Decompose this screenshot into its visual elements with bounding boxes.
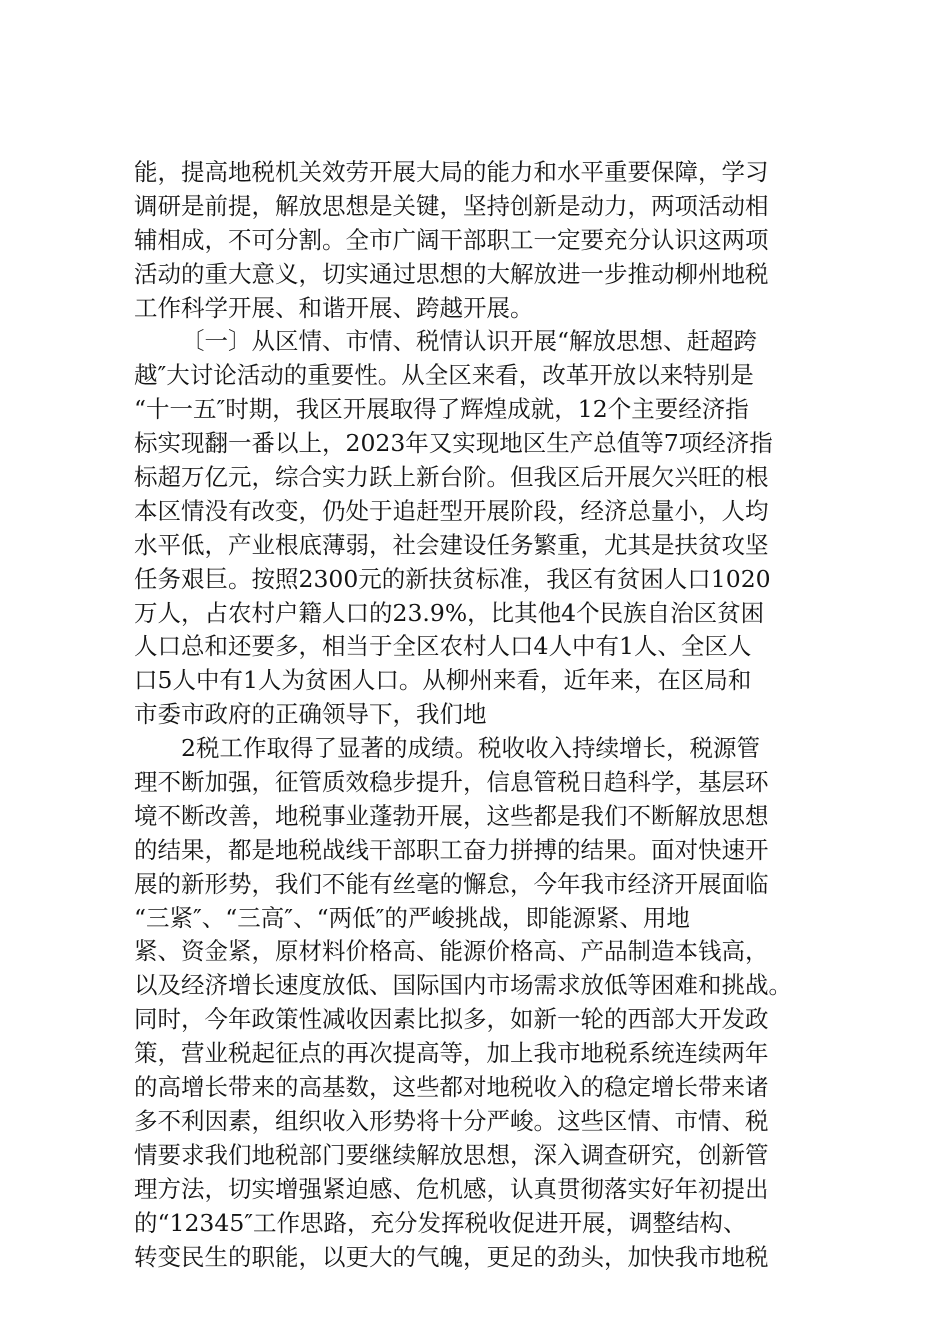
text-line: 能，提高地税机关效劳开展大局的能力和水平重要保障，学习 (134, 158, 769, 186)
text-line: 策，营业税起征点的再次提高等，加上我市地税系统连续两年 (134, 1039, 769, 1068)
text-line: 同时，今年政策性减收因素比拟多，如新一轮的西部大开发政 (134, 1005, 769, 1034)
text-line: 2税工作取得了显著的成绩。税收收入持续增长，税源管 (181, 734, 760, 763)
text-line: “三紧″、“三高″、“两低″的严峻挑战，即能源紧、用地 (134, 903, 690, 932)
text-line: 越″大讨论活动的重要性。从全区来看，改革开放以来特别是 (134, 361, 754, 390)
text-line: 辅相成，不可分割。全市广阔干部职工一定要充分认识这两项 (134, 225, 769, 254)
text-line: 任务艰巨。按照2300元的新扶贫标准，我区有贫困人口1020 (134, 564, 771, 593)
text-line: 紧、资金紧，原材料价格高、能源价格高、产品制造本钱高， (134, 937, 769, 966)
text-line: 调研是前提，解放思想是关键，坚持创新是动力，两项活动相 (134, 191, 769, 220)
text-line: 本区情没有改变，仍处于追赶型开展阶段，经济总量小，人均 (134, 496, 769, 525)
paragraph-1 (134, 156, 834, 325)
text-line: 展的新形势，我们不能有丝毫的懈怠，今年我市经济开展面临 (134, 869, 769, 898)
paragraph-3 (134, 732, 834, 1274)
text-line: 理方法，切实增强紧迫感、危机感，认真贯彻落实好年初提出 (134, 1174, 769, 1203)
text-line: 多不利因素，组织收入形势将十分严峻。这些区情、市情、税 (134, 1106, 769, 1135)
text-line: 市委市政府的正确领导下，我们地 (134, 700, 487, 729)
text-line: 境不断改善，地税事业蓬勃开展，这些都是我们不断解放思想 (134, 801, 769, 830)
text-line: 的“12345″工作思路，充分发挥税收促进开展，调整结构、 (134, 1208, 747, 1237)
text-line: 水平低，产业根底薄弱，社会建设任务繁重，尤其是扶贫攻坚 (134, 530, 769, 559)
text-line: 人口总和还要多，相当于全区农村人口4人中有1人、全区人 (134, 632, 752, 661)
text-line: 工作科学开展、和谐开展、跨越开展。 (134, 293, 534, 322)
text-line: “十一五″时期，我区开展取得了辉煌成就，12个主要经济指 (134, 395, 749, 424)
text-line: 的结果，都是地税战线干部职工奋力拼搏的结果。面对快速开 (134, 835, 769, 864)
text-line: 万人，占农村户籍人口的23.9%，比其他4个民族自治区贫困 (134, 598, 765, 627)
paragraph-2 (134, 325, 834, 732)
text-line: 情要求我们地税部门要继续解放思想，深入调查研究，创新管 (134, 1140, 769, 1169)
document-body (134, 156, 834, 1274)
text-line: 活动的重大意义，切实通过思想的大解放进一步推动柳州地税 (134, 259, 769, 288)
text-line: 的高增长带来的高基数，这些都对地税收入的稳定增长带来诸 (134, 1073, 769, 1102)
text-line: 标实现翻一番以上，2023年又实现地区生产总值等7项经济指 (134, 429, 773, 458)
text-line: 理不断加强，征管质效稳步提升，信息管税日趋科学，基层环 (134, 768, 769, 797)
text-line: 〔一〕从区情、市情、税情认识开展“解放思想、赶超跨 (181, 327, 758, 356)
text-line: 转变民生的职能，以更大的气魄，更足的劲头，加快我市地税 (134, 1242, 769, 1271)
text-line: 口5人中有1人为贫困人口。从柳州来看，近年来，在区局和 (134, 666, 752, 695)
text-line: 以及经济增长速度放低、国际国内市场需求放低等困难和挑战。 (134, 971, 792, 1000)
text-line: 标超万亿元，综合实力跃上新台阶。但我区后开展欠兴旺的根 (134, 463, 769, 492)
